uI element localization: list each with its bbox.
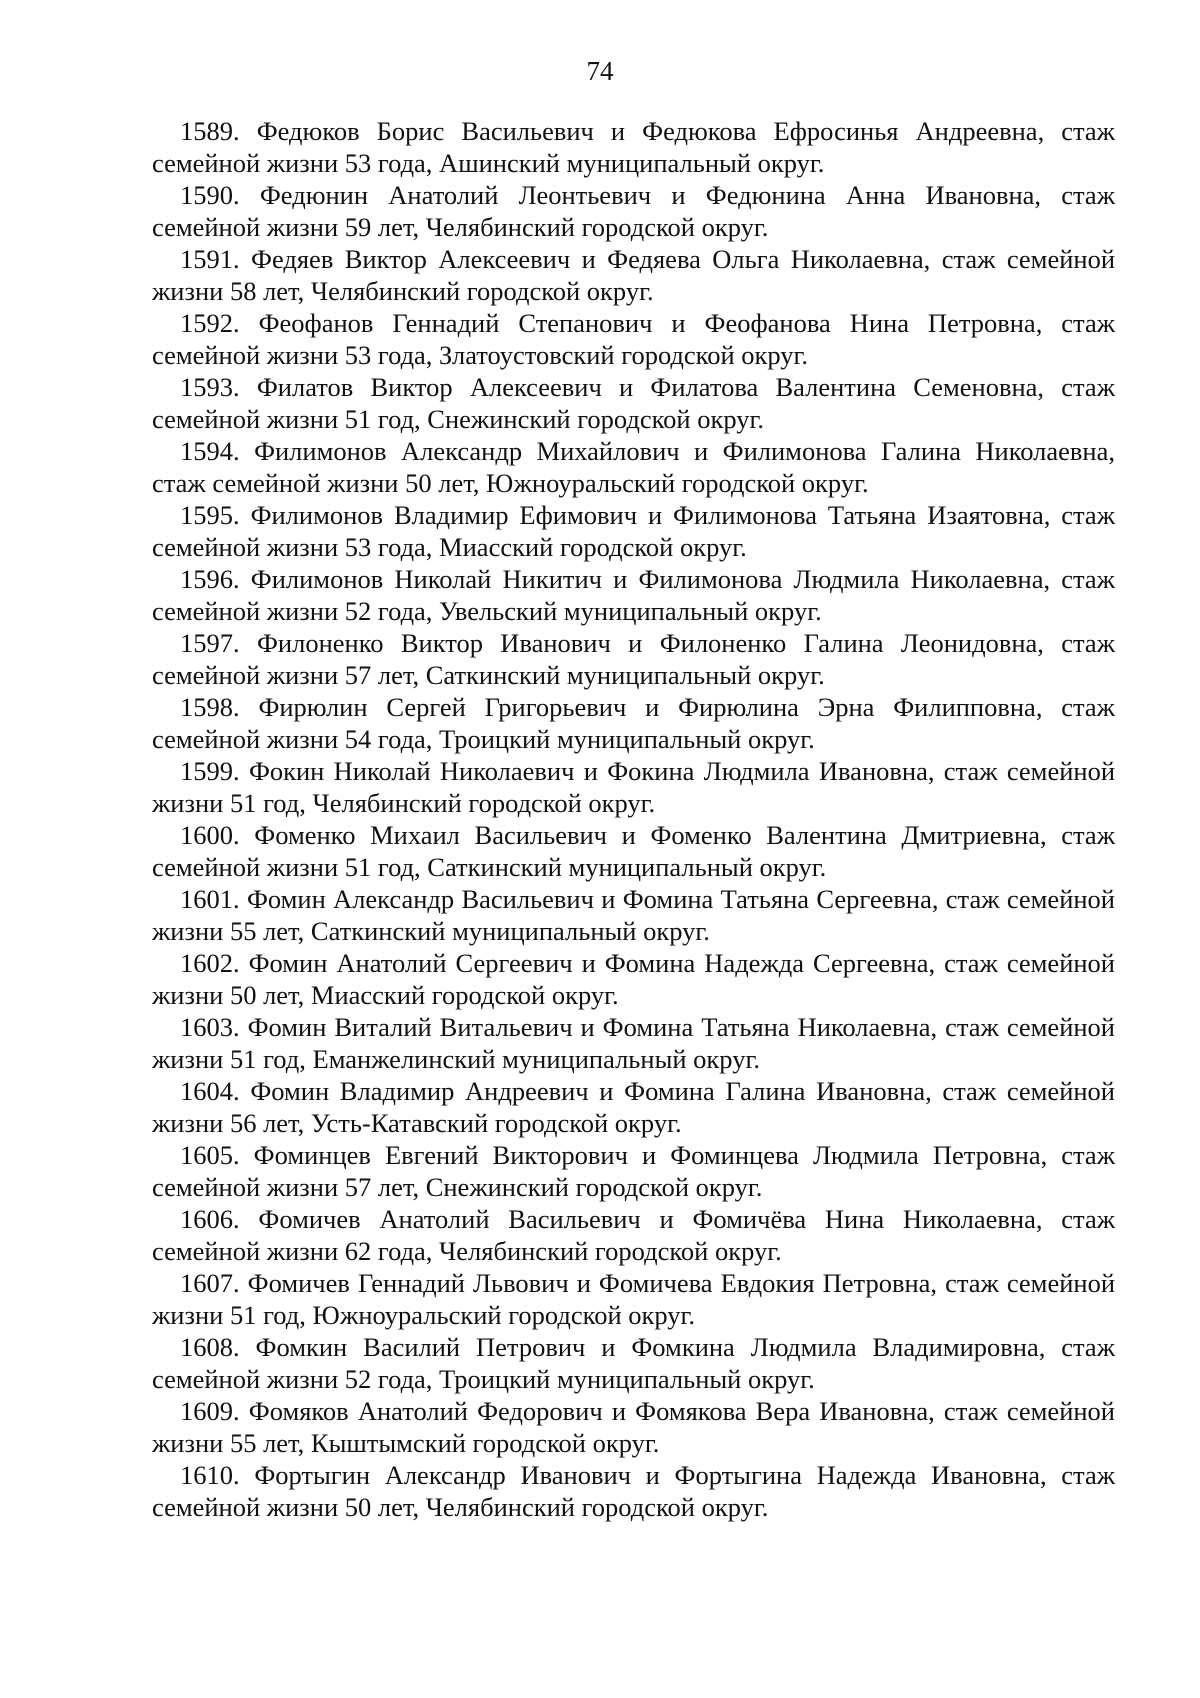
- entry-number: 1605.: [180, 1140, 240, 1170]
- entry-number: 1606.: [180, 1204, 240, 1234]
- page-number: 74: [586, 56, 614, 86]
- entry-text: Фомичев Геннадий Львович и Фомичева Евдокия Петровна, стаж семейной жизни 51 год, Южноуральский городской округ.: [152, 1268, 1116, 1330]
- entry-text: Филатов Виктор Алексеевич и Филатова Валентина Семеновна, стаж семейной жизни 51 год, Снежинский городской округ.: [152, 372, 1116, 434]
- entry-number: 1610.: [180, 1460, 240, 1490]
- list-item: [152, 691, 1115, 755]
- list-item: [152, 115, 1115, 179]
- entry-number: 1593.: [180, 372, 240, 402]
- entry-text: Федюков Борис Васильевич и Федюкова Ефросинья Андреевна, стаж семейной жизни 53 года, Ашинский муниципальный округ.: [152, 116, 1115, 178]
- entry-text: Фоминцев Евгений Викторович и Фоминцева Людмила Петровна, стаж семейной жизни 57 лет, Снежинский городской округ.: [152, 1140, 1115, 1202]
- list-item: [152, 307, 1115, 371]
- list-item: [152, 1267, 1115, 1331]
- list-item: [152, 1011, 1115, 1075]
- list-item: [152, 371, 1115, 435]
- entry-number: 1602.: [180, 948, 240, 978]
- list-item: [152, 1139, 1115, 1203]
- entry-number: 1590.: [180, 180, 240, 210]
- entry-number: 1608.: [180, 1332, 240, 1362]
- entry-text: Фортыгин Александр Иванович и Фортыгина Надежда Ивановна, стаж семейной жизни 50 лет, Челябинский городской округ.: [152, 1460, 1116, 1522]
- entry-number: 1591.: [180, 244, 240, 274]
- entry-number: 1589.: [180, 116, 240, 146]
- entry-text: Федюнин Анатолий Леонтьевич и Федюнина Анна Ивановна, стаж семейной жизни 59 лет, Челябинский городской округ.: [152, 180, 1116, 242]
- entry-number: 1603.: [180, 1012, 240, 1042]
- list-item: [152, 1203, 1115, 1267]
- list-item: [152, 243, 1115, 307]
- entry-text: Фомкин Василий Петрович и Фомкина Людмила Владимировна, стаж семейной жизни 52 года, Троицкий муниципальный округ.: [152, 1332, 1116, 1394]
- entry-number: 1601.: [180, 884, 240, 914]
- entry-number: 1592.: [180, 308, 240, 338]
- entry-text: Феофанов Геннадий Степанович и Феофанова Нина Петровна, стаж семейной жизни 53 года, Златоустовский городской округ.: [152, 308, 1116, 370]
- entry-text: Филимонов Александр Михайлович и Филимонова Галина Николаевна, стаж семейной жизни 50 лет, Южноуральский городской округ.: [152, 436, 1115, 498]
- list-item: [152, 1395, 1115, 1459]
- entry-list: [152, 115, 1115, 1523]
- list-item: [152, 819, 1115, 883]
- list-item: [152, 1331, 1115, 1395]
- entry-text: Фомин Александр Васильевич и Фомина Татьяна Сергеевна, стаж семейной жизни 55 лет, Саткинский муниципальный округ.: [152, 884, 1115, 946]
- entry-text: Федяев Виктор Алексеевич и Федяева Ольга Николаевна, стаж семейной жизни 58 лет, Челябинский городской округ.: [152, 244, 1116, 306]
- entry-number: 1604.: [180, 1076, 240, 1106]
- entry-text: Фирюлин Сергей Григорьевич и Фирюлина Эрна Филипповна, стаж семейной жизни 54 года, Троицкий муниципальный округ.: [152, 692, 1115, 754]
- entry-number: 1600.: [180, 820, 240, 850]
- entry-number: 1607.: [180, 1268, 240, 1298]
- entry-text: Фомичев Анатолий Васильевич и Фомичёва Нина Николаевна, стаж семейной жизни 62 года, Челябинский городской округ.: [152, 1204, 1116, 1266]
- entry-text: Филимонов Владимир Ефимович и Филимонова Татьяна Изаятовна, стаж семейной жизни 53 года, Миасский городской округ.: [152, 500, 1116, 562]
- list-item: [152, 179, 1115, 243]
- entry-text: Фомяков Анатолий Федорович и Фомякова Вера Ивановна, стаж семейной жизни 55 лет, Кыштымский городской округ.: [152, 1396, 1115, 1458]
- entry-text: Филоненко Виктор Иванович и Филоненко Галина Леонидовна, стаж семейной жизни 57 лет, Саткинский муниципальный округ.: [152, 628, 1115, 690]
- list-item: [152, 755, 1115, 819]
- entry-text: Фомин Анатолий Сергеевич и Фомина Надежда Сергеевна, стаж семейной жизни 50 лет, Миасский городской округ.: [152, 948, 1115, 1010]
- list-item: [152, 947, 1115, 1011]
- entry-text: Фомин Владимир Андреевич и Фомина Галина Ивановна, стаж семейной жизни 56 лет, Усть-Катавский городской округ.: [152, 1076, 1115, 1138]
- list-item: [152, 883, 1115, 947]
- entry-number: 1594.: [180, 436, 240, 466]
- list-item: [152, 627, 1115, 691]
- list-item: [152, 499, 1115, 563]
- list-item: [152, 1075, 1115, 1139]
- entry-number: 1597.: [180, 628, 240, 658]
- entry-number: 1599.: [180, 756, 240, 786]
- entry-text: Фомин Виталий Витальевич и Фомина Татьяна Николаевна, стаж семейной жизни 51 год, Еманжелинский муниципальный округ.: [152, 1012, 1115, 1074]
- list-item: [152, 563, 1115, 627]
- entry-number: 1596.: [180, 564, 240, 594]
- entry-text: Фоменко Михаил Васильевич и Фоменко Валентина Дмитриевна, стаж семейной жизни 51 год, Саткинский муниципальный округ.: [152, 820, 1115, 882]
- entry-text: Филимонов Николай Никитич и Филимонова Людмила Николаевна, стаж семейной жизни 52 года, Увельский муниципальный округ.: [152, 564, 1115, 626]
- entry-number: 1598.: [180, 692, 240, 722]
- list-item: [152, 1459, 1115, 1523]
- entry-number: 1609.: [180, 1396, 240, 1426]
- entry-text: Фокин Николай Николаевич и Фокина Людмила Ивановна, стаж семейной жизни 51 год, Челябинский городской округ.: [152, 756, 1115, 818]
- list-item: [152, 435, 1115, 499]
- entry-number: 1595.: [180, 500, 240, 530]
